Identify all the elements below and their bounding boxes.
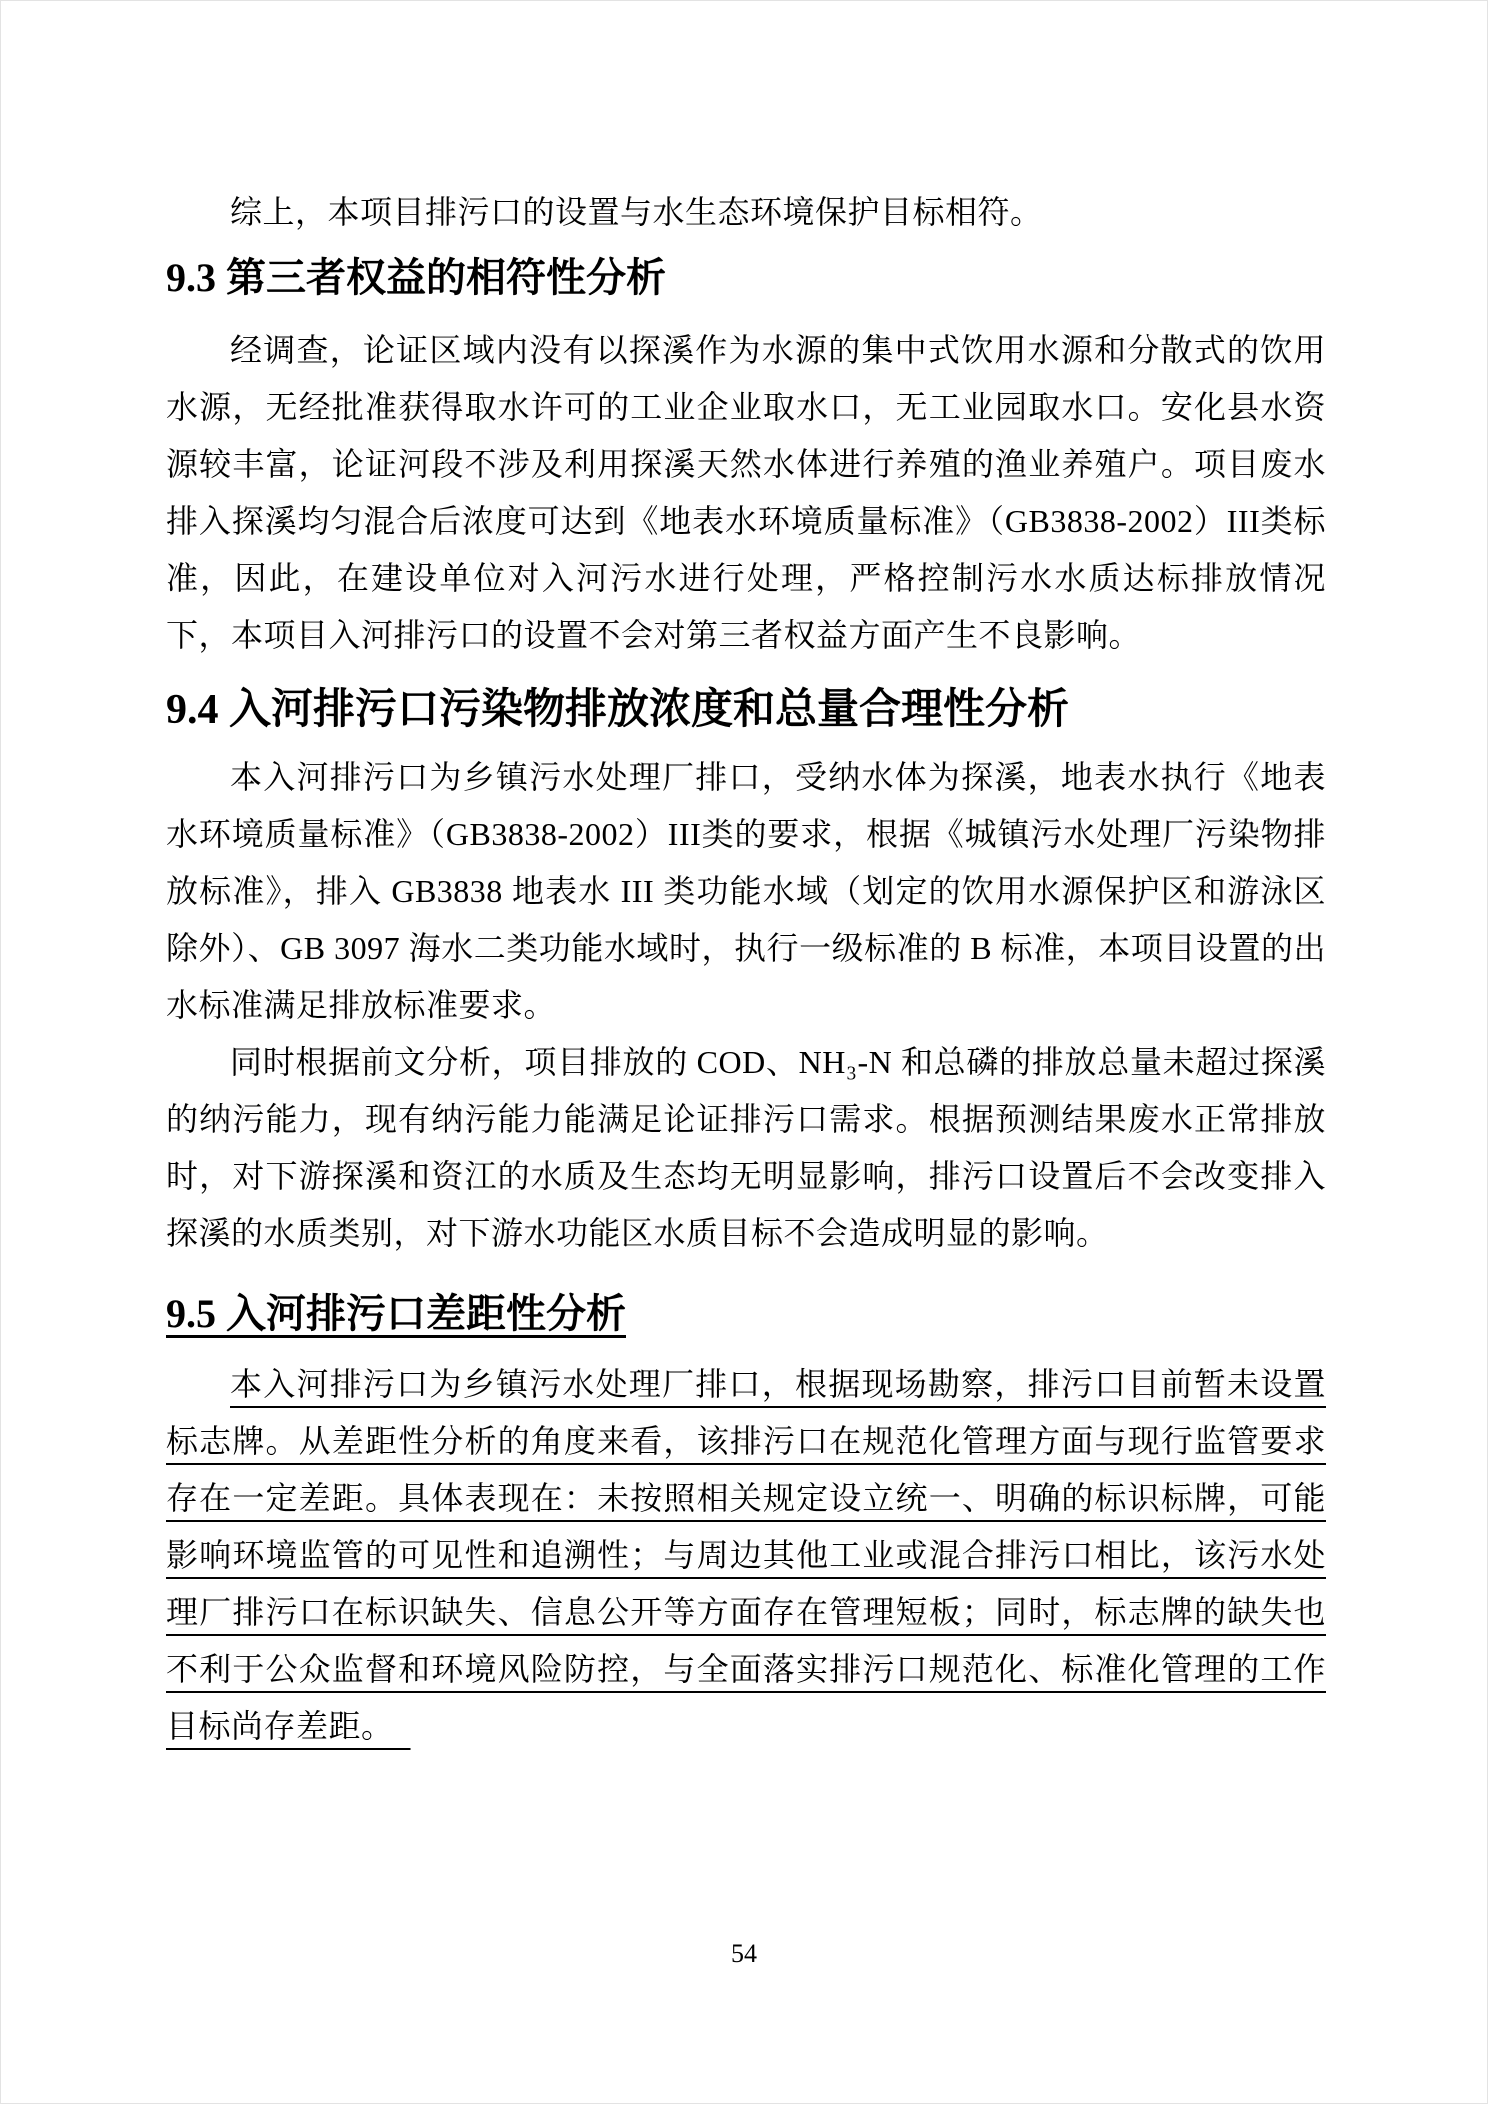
intro-paragraph: 综上，本项目排污口的设置与水生态环境保护目标相符。 [230,194,1043,230]
section-9-4-paragraph-2: 同时根据前文分析，项目排放的 COD、NH₃-N 和总磷的排放总量未超过探溪的纳污能力，现有纳污能力能满足论证排污口需求。根据预测结果废水正常排放时，对下游探溪和资江的水质及生态均无明显影响，排污口设置后不会改变排入探溪的水质类别，对下游水功能区水质目标不会造成明显的影响。 [166,1044,1326,1251]
section-heading-9-5: 9.5 入河排污口差距性分析 [166,1291,626,1336]
section-heading-9-4: 9.4 入河排污口污染物排放浓度和总量合理性分析 [166,687,1070,733]
section-9-3-paragraph: 经调查，论证区域内没有以探溪作为水源的集中式饮用水源和分散式的饮用水源，无经批准获得取水许可的工业企业取水口，无工业园取水口。安化县水资源较丰富，论证河段不涉及利用探溪天然水体进行养殖的渔业养殖户。项目废水排入探溪均匀混合后浓度可达到《地表水环境质量标准》（GB3838-2002）III类标准，因此，在建设单位对入河污水进行处理，严格控制污水水质达标排放情况下，本项目入河排污口的设置不会对第三者权益方面产生不良影响。 [166,332,1326,653]
section-9-4-paragraph-1: 本入河排污口为乡镇污水处理厂排口，受纳水体为探溪，地表水执行《地表水环境质量标准》（GB3838-2002）III类的要求，根据《城镇污水处理厂污染物排放标准》，排入 GB3838 地表水 III 类功能水域（划定的饮用水源保护区和游泳区除外）、GB 3097 海水二类功能水域时，执行一级标准的 B 标准，本项目设置的出水标准满足排放标准要求。 [166,759,1326,1023]
page-number: 54 [731,1939,757,1968]
section-heading-9-3: 9.3 第三者权益的相符性分析 [166,255,666,300]
section-9-5-paragraph: 本入河排污口为乡镇污水处理厂排口，根据现场勘察，排污口目前暂未设置标志牌。从差距性分析的角度来看，该排污口在规范化管理方面与现行监管要求存在一定差距。具体表现在：未按照相关规定设立统一、明确的标识标牌，可能影响环境监管的可见性和追溯性；与周边其他工业或混合排污口相比，该污水处理厂排污口在标识缺失、信息公开等方面存在管理短板；同时，标志牌的缺失也不利于公众监督和环境风险防控，与全面落实排污口规范化、标准化管理的工作目标尚存差距。 [166,1366,1326,1744]
page-content [166,184,1326,1755]
